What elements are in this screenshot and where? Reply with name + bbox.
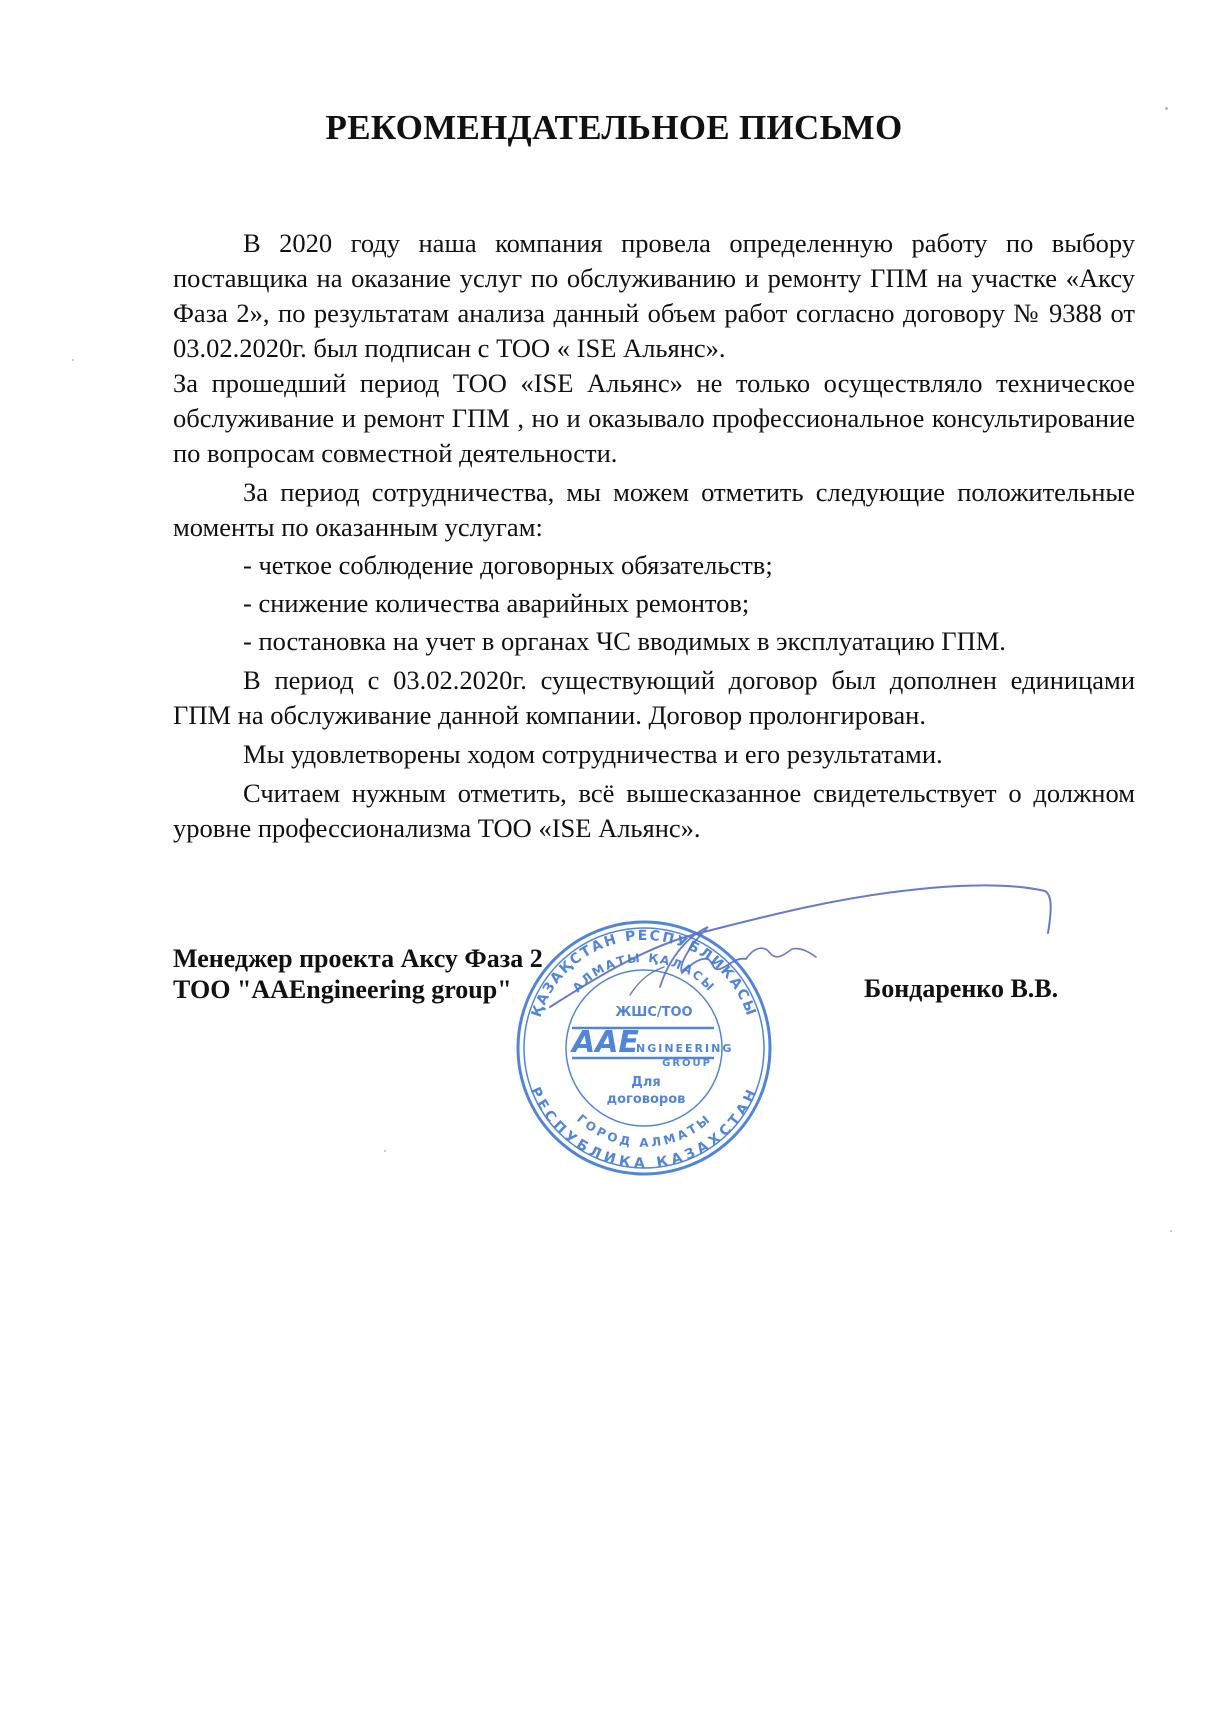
scan-speck [1165, 107, 1168, 110]
scan-speck [384, 1150, 386, 1152]
paragraph-positives: За период сотрудничества, мы можем отметить следующие положительные моменты по оказанным услугам: [173, 477, 1135, 542]
stamp-logo-group: GROUP [662, 1058, 712, 1069]
scan-speck [1170, 1230, 1172, 1232]
svg-text:ҚАЗАҚСТАН РЕСПУБЛИКАСЫ [529, 928, 760, 1019]
stamp-logo: AAE [572, 1025, 639, 1060]
stamp-center-line1: Для [631, 1075, 661, 1090]
svg-text:АЛМАТЫ ҚАЛАСЫ [570, 951, 718, 995]
list-item: - постановка на учет в органах ЧС вводимых в эксплуатацию ГПМ. [243, 626, 1006, 656]
stamp-center-line2: договоров [606, 1092, 686, 1107]
svg-text:ГОРОД АЛМАТЫ [574, 1112, 714, 1150]
list-item: - снижение количества аварийных ремонтов; [243, 588, 750, 618]
letter-title: РЕКОМЕНДАТЕЛЬНОЕ ПИСЬМО [325, 108, 903, 147]
paragraph-conclusion: Считаем нужным отметить, всё вышесказанное свидетельствует о должном уровне профессионализма ТОО «ISE Альянс». [173, 778, 1135, 843]
list-item: - четкое соблюдение договорных обязательств; [243, 550, 773, 580]
stamp-org-type: ЖШС/ТОО [615, 1005, 693, 1020]
stamp-outer-bottom-text: РЕСПУБЛИКА КАЗАХСТАН [526, 1084, 762, 1172]
paragraph-contract: В период с 03.02.2020г. существующий договор был дополнен единицами ГПМ на обслуживание данной компании. Договор пролонгирован. [173, 665, 1135, 730]
paragraph-period: За прошедший период ТОО «ISE Альянс» не только осуществляло техническое обслуживание и ремонт ГПМ , но и оказывало профессиональное консультирование по вопросам совместной деятельности. [173, 368, 1135, 468]
letter-body [173, 226, 1135, 846]
stamp-outer-top-text: ҚАЗАҚСТАН РЕСПУБЛИКАСЫ [528, 927, 760, 1020]
stamp-inner-bottom-text: ГОРОД АЛМАТЫ [574, 1111, 714, 1150]
stamp-inner-top-text: АЛМАТЫ ҚАЛАСЫ [569, 950, 719, 995]
company-stamp [514, 918, 774, 1178]
signer-name: Бондаренко В.В. [864, 974, 1059, 1003]
signature-block [173, 943, 543, 1005]
stamp-logo-suffix: NGINEERING [636, 1042, 734, 1055]
svg-text:РЕСПУБЛИКА КАЗАХСТАН [527, 1085, 762, 1172]
scan-speck [72, 359, 74, 361]
paragraph-intro: В 2020 году наша компания провела определенную работу по выбору поставщика на оказание услуг по обслуживанию и ремонту ГПМ на участке «Аксу Фаза 2», по результатам анализа данный объем работ согласно договору № 9388 от 03.02.2020г. был подписан с ТОО « ISE Альянс». [173, 228, 1135, 363]
signer-position: Менеджер проекта Аксу Фаза 2 [173, 944, 543, 973]
paragraph-satisfied: Мы удовлетворены ходом сотрудничества и его результатами. [243, 739, 943, 769]
signer-company: ТОО "AAEngineering group" [173, 975, 512, 1004]
